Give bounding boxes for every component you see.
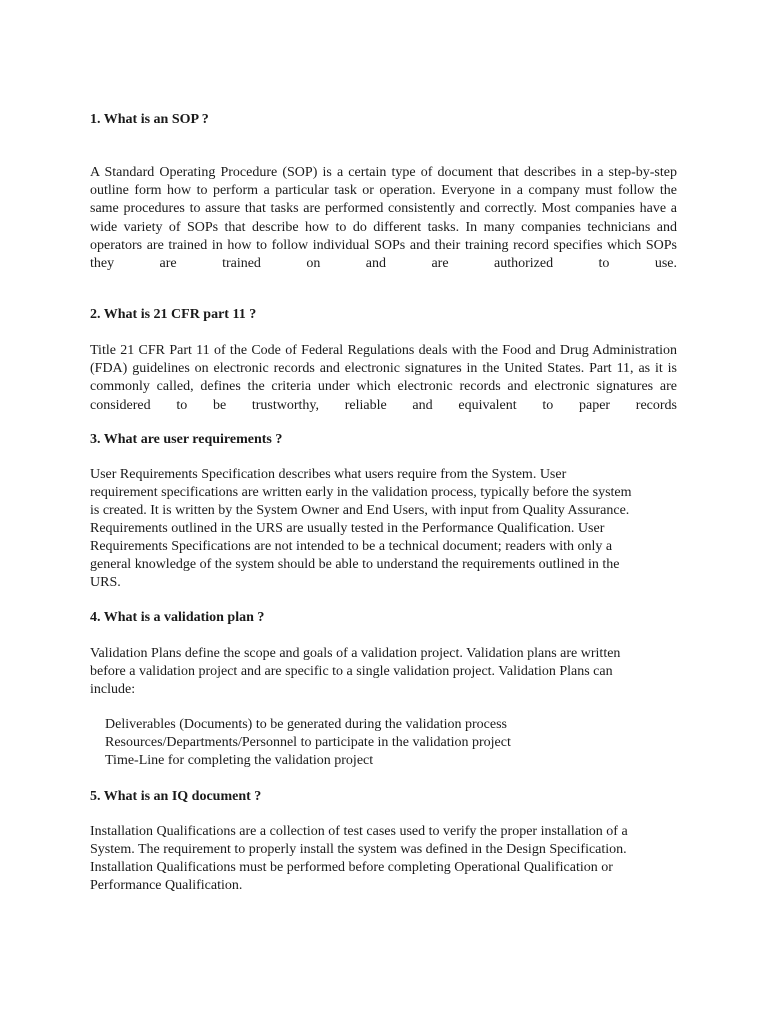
body-line: Requirements Specifications are not intended to be a technical document; readers with only a [90,539,613,554]
section-3-heading: 3. What are user requirements ? [90,432,283,447]
body-line: Installation Qualifications are a collection of test cases used to verify the proper installation of a [90,824,628,839]
section-2-heading: 2. What is 21 CFR part 11 ? [90,307,257,322]
section-4-body [90,645,677,699]
body-line: Requirements outlined in the URS are usually tested in the Performance Qualification. User [90,521,605,536]
body-line: Performance Qualification. [90,878,243,893]
body-line: requirement specifications are written early in the validation process, typically before the system [90,485,632,500]
body-line: Validation Plans define the scope and goals of a validation project. Validation plans are written [90,646,621,661]
section-5-heading: 5. What is an IQ document ? [90,789,262,804]
section-2-body: Title 21 CFR Part 11 of the Code of Federal Regulations deals with the Food and Drug Administration (FDA) guidelines on electronic records and electronic signatures in the United States. Part 11, as it is commonly called, defines the criteria under which electronic records and electronic signatures are considered to be trustworthy, reliable and equivalent to paper records [90,343,677,413]
body-line: URS. [90,575,121,590]
section-5-body [90,823,677,895]
list-item: Time-Line for completing the validation project [105,753,374,768]
section-4-heading: 4. What is a validation plan ? [90,610,265,625]
body-line: include: [90,682,136,697]
body-line: is created. It is written by the System Owner and End Users, with input from Quality Assurance. [90,503,630,518]
body-line: general knowledge of the system should be able to understand the requirements outlined in the [90,557,620,572]
list-item: Resources/Departments/Personnel to participate in the validation project [105,735,511,750]
body-line: System. The requirement to properly install the system was defined in the Design Specification. [90,842,627,857]
validation-plan-list [105,716,511,770]
body-line: User Requirements Specification describes what users require from the System. User [90,467,567,482]
body-line: Installation Qualifications must be performed before completing Operational Qualification or [90,860,613,875]
section-3-body [90,466,677,592]
section-1-body: A Standard Operating Procedure (SOP) is a certain type of document that describes in a step-by-step outline form how to perform a particular task or operation. Everyone in a company must follow the same procedures to assure that tasks are performed consistently and correctly. Most companies have a wide variety of SOPs that describe how to do different tasks. In many companies technicians and operators are trained in how to follow individual SOPs and their training record specifies which SOPs they are trained on and are authorized to use. [90,165,677,272]
list-item: Deliverables (Documents) to be generated during the validation process [105,717,507,732]
body-line: before a validation project and are specific to a single validation project. Validation Plans can [90,664,613,679]
section-1-heading: 1. What is an SOP ? [90,112,209,127]
